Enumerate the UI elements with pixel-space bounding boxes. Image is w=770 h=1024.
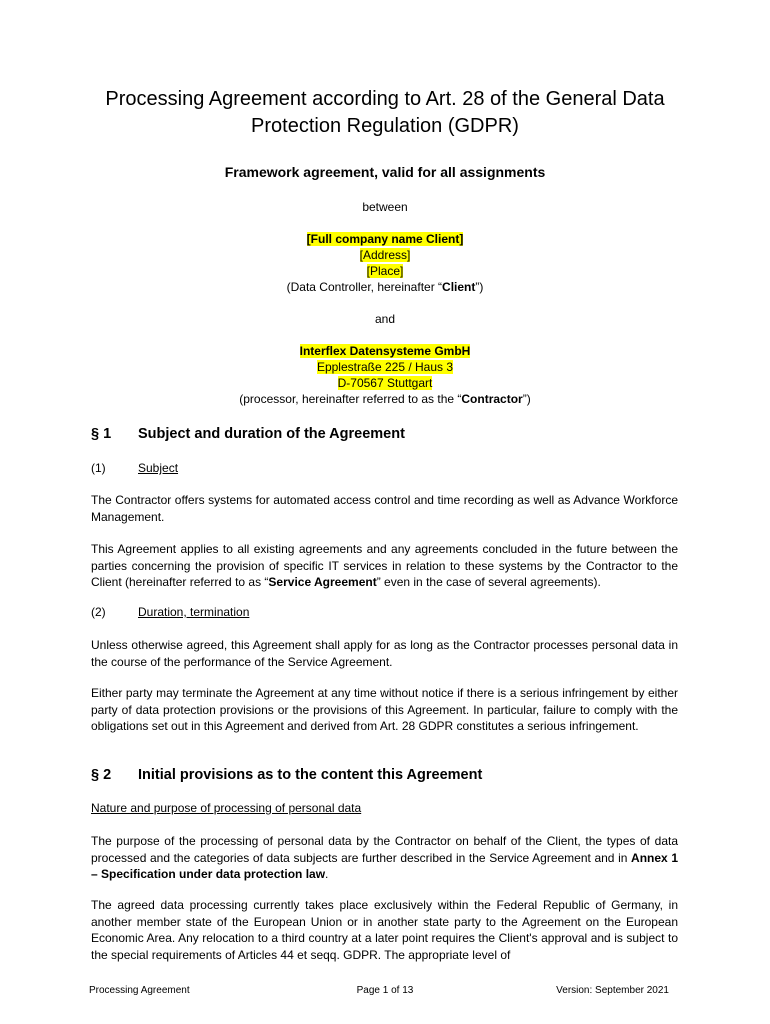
client-role-suffix: ”) <box>475 280 484 294</box>
section1-paragraph-3: Unless otherwise agreed, this Agreement shall apply for as long as the Contractor processes personal data in the course of the performance of the Service Agreement. <box>91 638 678 669</box>
client-address-line <box>0 247 770 263</box>
document-subtitle: Framework agreement, valid for all assignments <box>224 164 546 180</box>
section1-sub2 <box>91 605 249 619</box>
between-label: between <box>362 200 408 214</box>
footer-version: Version: September 2021 <box>556 985 669 996</box>
client-role-prefix: (Data Controller, hereinafter “ <box>286 280 443 294</box>
client-place-line <box>0 263 770 279</box>
section1-paragraph-4: Either party may terminate the Agreement at any time without notice if there is a serious infringement by either party of data protection provisions or the provisions of this Agreement. In particular, failure to comply with the obligations set out in this Agreement and derived from Art. 28 GDPR constitutes a serious infringement. <box>91 686 678 733</box>
section2-number: § 2 <box>91 767 112 783</box>
contractor-city-line <box>0 375 770 391</box>
contractor-role-term: Contractor <box>461 392 523 406</box>
section2-paragraph-1 <box>91 833 678 883</box>
contractor-name: Interflex Datensysteme GmbH <box>299 344 471 358</box>
section2-paragraph-1-text: The purpose of the processing of personal data by the Contractor on behalf of the Client, the types of data processed and the categories of data subjects are further described in the Service Agreement and in <box>91 834 678 865</box>
section1-sub1 <box>91 461 178 475</box>
and-label: and <box>374 312 396 326</box>
service-agreement-term: Service Agreement <box>268 575 377 589</box>
section1-sub2-number: (2) <box>91 605 106 619</box>
section1-heading <box>91 426 405 442</box>
section2-heading <box>91 767 482 783</box>
contractor-role <box>0 391 770 407</box>
section1-number: § 1 <box>91 426 112 442</box>
client-place: [Place] <box>366 264 404 278</box>
section2-subheading: Nature and purpose of processing of personal data <box>91 801 362 815</box>
footer-page-number: Page 1 of 13 <box>356 985 414 996</box>
section1-sub1-title: Subject <box>138 461 179 475</box>
section1-sub1-number: (1) <box>91 461 106 475</box>
section1-sub2-title: Duration, termination <box>138 605 250 619</box>
contractor-role-suffix: ”) <box>522 392 531 406</box>
section1-paragraph-2-text: This Agreement applies to all existing agreements and any agreements concluded in the future between the parties concerning the provision of specific IT services in relation to these systems by the Contractor to the Client (hereinafter referred to as “ <box>91 542 678 589</box>
contractor-role-prefix: (processor, hereinafter referred to as the “ <box>239 392 462 406</box>
client-address: [Address] <box>359 248 411 262</box>
contractor-name-line <box>0 343 770 359</box>
section2-paragraph-1-end: . <box>325 867 329 881</box>
contractor-street-line <box>0 359 770 375</box>
section1-title: Subject and duration of the Agreement <box>138 426 405 442</box>
document-title: Processing Agreement according to Art. 28 of the General Data Protection Regulation (GDPR) <box>105 88 665 137</box>
contractor-city: D-70567 Stuttgart <box>337 376 433 390</box>
client-name-line <box>0 231 770 247</box>
client-role-term: Client <box>442 280 476 294</box>
client-name: [Full company name Client] <box>306 232 464 246</box>
section2-paragraph-2: The agreed data processing currently takes place exclusively within the Federal Republic of Germany, in another member state of the European Union or in another state party to the Agreement on the European Economic Area. Any relocation to a third country at a later point requires the Client's approval and is subject to the special requirements of Articles 44 et seqq. GDPR. The appropriate level of <box>91 898 678 962</box>
section1-paragraph-1: The Contractor offers systems for automated access control and time recording as well as Advance Workforce Management. <box>91 493 678 524</box>
section1-paragraph-2 <box>91 541 678 591</box>
section2-title: Initial provisions as to the content this Agreement <box>138 767 483 783</box>
contractor-street: Epplestraße 225 / Haus 3 <box>316 360 454 374</box>
section1-paragraph-2-end: ” even in the case of several agreements). <box>376 575 601 589</box>
client-role <box>0 279 770 295</box>
annex1-reference: Annex 1 – Specification under data protection law <box>91 850 679 881</box>
footer-left: Processing Agreement <box>89 985 190 996</box>
